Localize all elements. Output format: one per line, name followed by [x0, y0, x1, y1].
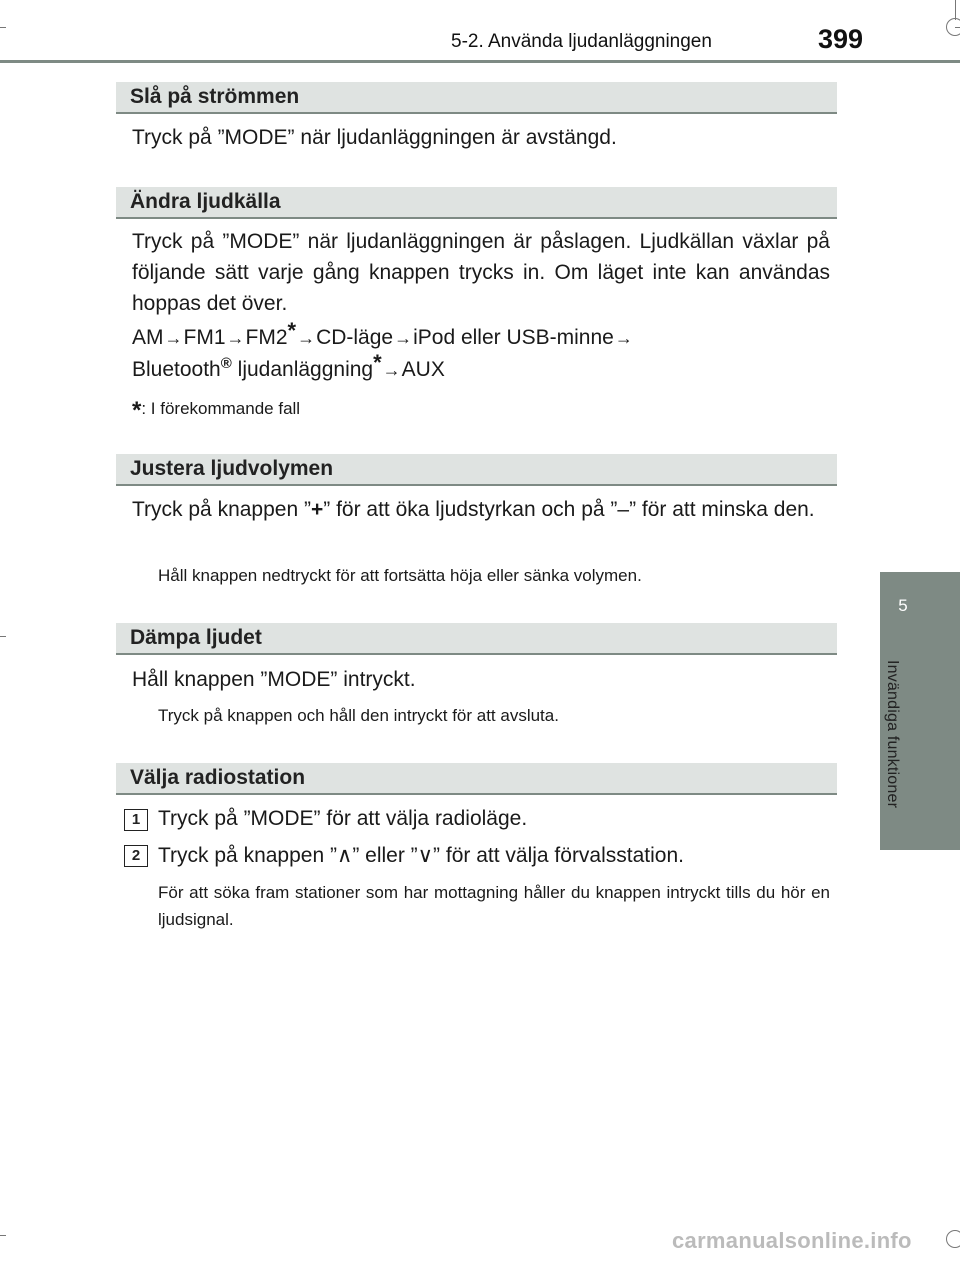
- source-fm1: FM1: [183, 326, 226, 349]
- volume-note: Håll knappen nedtryckt för att fortsätta höja eller sänka volymen.: [158, 566, 642, 585]
- chapter-label: Invändiga funktioner: [884, 660, 901, 809]
- arrow-right-icon: →: [382, 360, 401, 380]
- footnote-asterisk: *: [132, 397, 142, 424]
- step-number-badge: 1: [124, 809, 148, 831]
- radio-note: För att söka fram stationer som har mottagning håller du knappen intryckt tills du hör en ljudsignal.: [158, 883, 830, 929]
- source-aux: AUX: [401, 358, 445, 381]
- section-heading-radio: [116, 763, 837, 795]
- source-am: AM: [132, 326, 164, 349]
- source-ipod-usb: iPod eller USB-minne: [413, 326, 614, 349]
- arrow-right-icon: →: [297, 328, 316, 348]
- header-rule: [0, 60, 960, 63]
- plus-symbol: +: [310, 498, 324, 521]
- registration-mark: [946, 18, 960, 36]
- asterisk-mark: *: [373, 350, 382, 375]
- section-heading-change-source: [116, 187, 837, 219]
- volume-text-part: Tryck på knappen ”: [132, 498, 311, 521]
- section-heading-volume: [116, 454, 837, 486]
- registered-mark: ®: [220, 355, 232, 372]
- step-text: Tryck på ”MODE” för att välja radioläge.: [158, 807, 528, 830]
- section-title: Justera ljudvolymen: [130, 457, 334, 480]
- chapter-number: 5: [898, 596, 908, 615]
- source-bluetooth: Bluetooth: [132, 358, 221, 381]
- volume-text: [132, 494, 830, 525]
- section-heading-mute: [116, 623, 837, 655]
- step-number-badge: 2: [124, 845, 148, 867]
- source-fm2: FM2: [245, 326, 288, 349]
- section-heading-power-on: [116, 82, 837, 114]
- section-title: Dämpa ljudet: [130, 626, 262, 649]
- arrow-right-icon: →: [164, 328, 183, 348]
- running-header: 5-2. Använda ljudanläggningen: [451, 31, 712, 52]
- arrow-right-icon: →: [226, 328, 245, 348]
- source-cd: CD-läge: [316, 326, 394, 349]
- power-on-text: Tryck på ”MODE” när ljudanläggningen är avstängd.: [132, 126, 617, 149]
- change-source-text: Tryck på ”MODE” när ljudanläggningen är påslagen. Ljudkällan växlar på följande sätt varje gång knappen trycks in. Om läget inte kan användas hoppas det över.: [132, 230, 830, 315]
- section-title: Ändra ljudkälla: [130, 190, 281, 213]
- source-sequence: [132, 318, 830, 386]
- arrow-right-icon: →: [614, 328, 633, 348]
- asterisk-mark: *: [287, 318, 297, 343]
- watermark: carmanualsonline.info: [672, 1228, 912, 1253]
- registration-mark: [946, 1230, 960, 1248]
- page-number: 399: [818, 24, 864, 54]
- arrow-right-icon: →: [394, 328, 413, 348]
- mute-text: Håll knappen ”MODE” intryckt.: [132, 668, 416, 691]
- footnote: [132, 393, 301, 424]
- step-text: Tryck på knappen ”∧” eller ”∨” för att välja förvalsstation.: [158, 844, 684, 867]
- crop-mark: [955, 0, 956, 20]
- section-title: Välja radiostation: [130, 766, 306, 789]
- crop-mark: [0, 27, 6, 28]
- section-title: Slå på strömmen: [130, 85, 300, 108]
- volume-text-part: ” för att öka ljudstyrkan och på ”–” för att minska den.: [323, 498, 815, 521]
- crop-mark: [0, 636, 6, 637]
- footnote-text: : I förekommande fall: [141, 399, 301, 418]
- source-bluetooth-audio: ljudanläggning: [231, 358, 374, 381]
- crop-mark: [0, 1235, 6, 1236]
- mute-note: Tryck på knappen och håll den intryckt för att avsluta.: [158, 706, 559, 725]
